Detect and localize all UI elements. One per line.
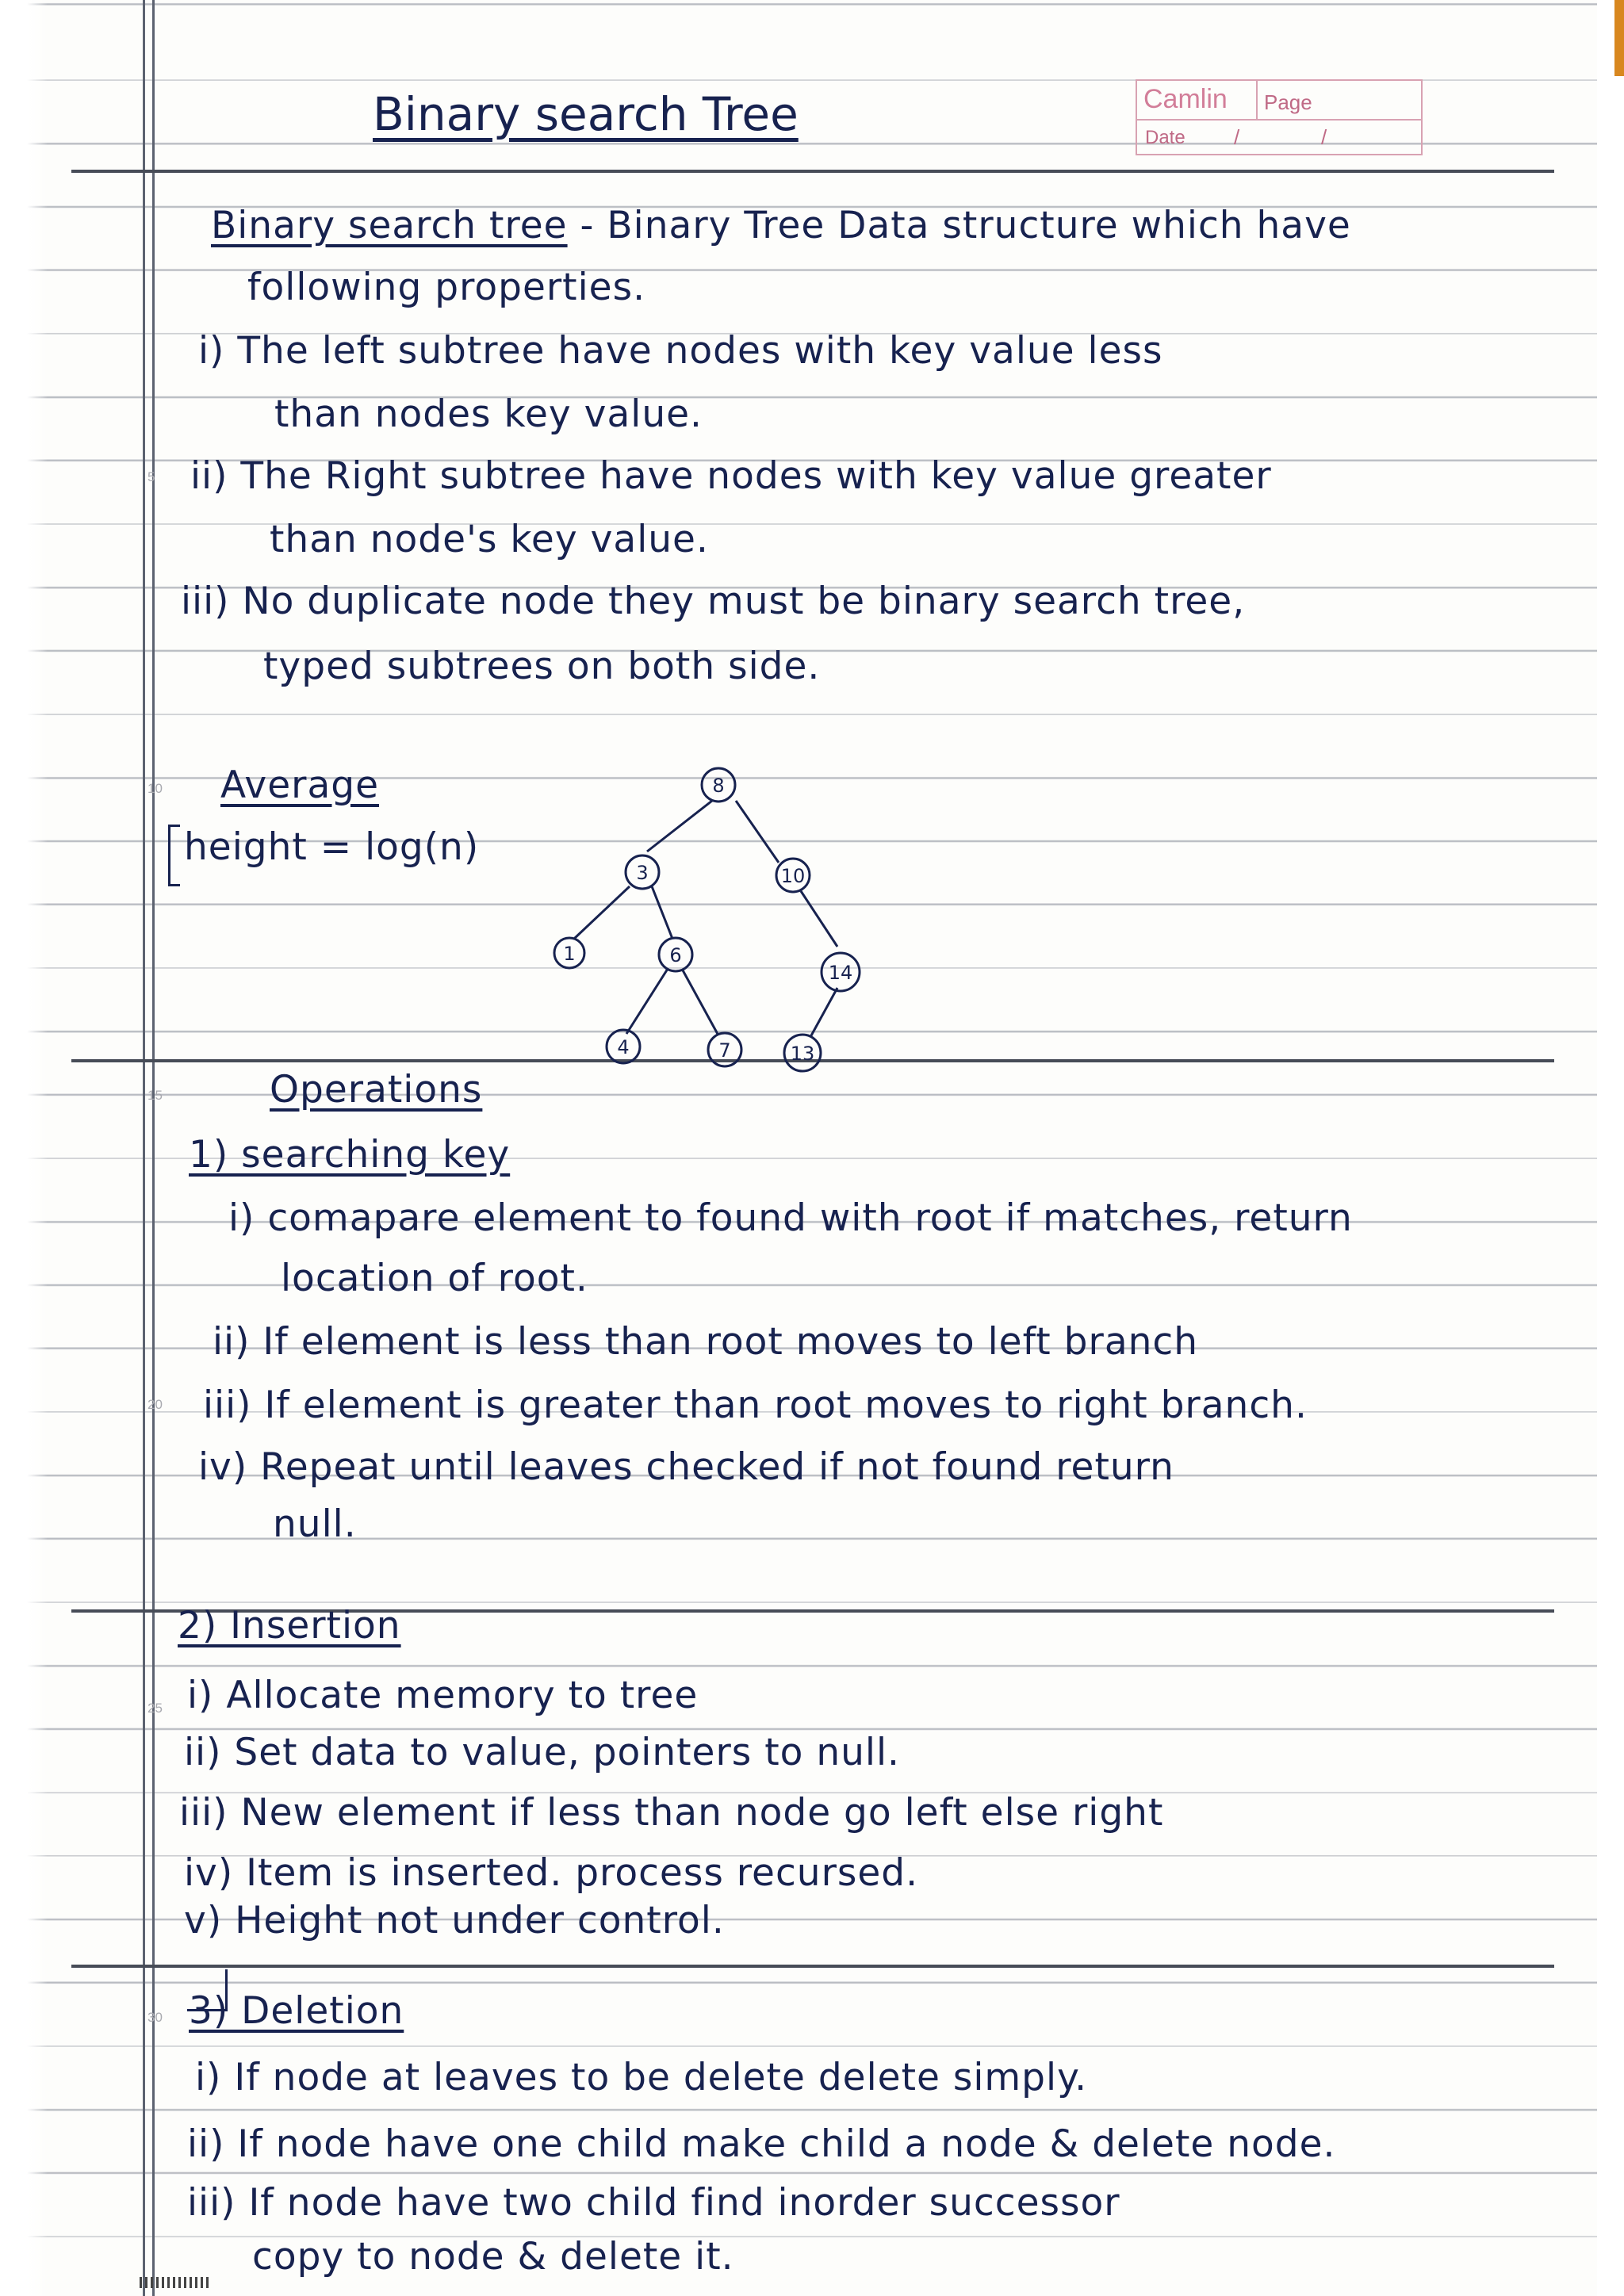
searching-line: iv) Repeat until leaves checked if not found return: [198, 1445, 1174, 1489]
tree-node-label: 4: [617, 1036, 630, 1058]
searching-line: i) comapare element to found with root if matches, return: [228, 1196, 1353, 1240]
searching-line: null.: [273, 1502, 357, 1546]
property-line: ii) The Right subtree have nodes with key value greater: [190, 454, 1272, 498]
deletion-line: iii) If node have two child find inorder successor: [187, 2181, 1120, 2225]
line-number: 15: [147, 1088, 163, 1103]
camlin-date-label: Date: [1145, 127, 1185, 148]
deletion-line: i) If node at leaves to be delete delete simply.: [195, 2056, 1088, 2099]
tree-edge: [574, 886, 630, 939]
deletion-heading: 3) Deletion: [189, 1989, 404, 2033]
camlin-date-separator: /: [1234, 125, 1240, 149]
line-number: 5: [147, 469, 155, 484]
deletion-line: ii) If node have one child make child a node & delete node.: [187, 2122, 1336, 2166]
page-title: Binary search Tree: [373, 87, 799, 141]
tree-edge: [736, 801, 779, 863]
insertion-heading: 2) Insertion: [178, 1604, 401, 1647]
deletion-line: copy to node & delete it.: [252, 2235, 734, 2279]
tree-edge: [652, 886, 672, 939]
tree-node-label: 13: [790, 1043, 815, 1065]
insertion-line: iii) New element if less than node go left else right: [179, 1791, 1164, 1835]
definition-term: Binary search tree: [211, 204, 568, 247]
tree-edge: [682, 969, 718, 1035]
definition-line: following properties.: [247, 266, 646, 309]
tree-node-label: 1: [563, 943, 576, 965]
tree-edge: [626, 969, 668, 1034]
insertion-line: v) Height not under control.: [184, 1899, 725, 1942]
camlin-brand: Camlin: [1143, 84, 1228, 114]
property-line: i) The left subtree have nodes with key value less: [198, 329, 1163, 373]
tree-node-label: 14: [828, 962, 853, 984]
searching-line: iii) If element is greater than root moves to right branch.: [203, 1383, 1308, 1427]
tree-node-label: 8: [712, 775, 725, 797]
property-line: than nodes key value.: [274, 392, 703, 436]
searching-heading: 1) searching key: [189, 1133, 511, 1177]
line-number: 20: [147, 1397, 163, 1412]
property-line: iii) No duplicate node they must be binary search tree,: [181, 580, 1246, 623]
property-line: than node's key value.: [270, 518, 709, 561]
insertion-line: i) Allocate memory to tree: [187, 1674, 699, 1717]
searching-line: location of root.: [281, 1257, 588, 1300]
tree-node-label: 6: [669, 944, 682, 966]
insertion-line: iv) Item is inserted. process recursed.: [184, 1851, 919, 1895]
camlin-page-label: Page: [1264, 90, 1312, 114]
tree-edge: [801, 891, 837, 947]
insertion-line: ii) Set data to value, pointers to null.: [184, 1731, 900, 1774]
tree-node-label: 3: [636, 862, 649, 884]
tree-edge: [647, 801, 712, 851]
tree-edge: [810, 988, 837, 1037]
line-number: 25: [147, 1701, 163, 1716]
line-number: 10: [147, 781, 163, 796]
tree-node-label: 7: [718, 1039, 731, 1062]
searching-line: ii) If element is less than root moves to left branch: [213, 1320, 1199, 1364]
line-number: 30: [147, 2010, 163, 2025]
operations-heading: Operations: [270, 1068, 483, 1112]
property-line: typed subtrees on both side.: [263, 645, 821, 688]
camlin-date-separator: /: [1321, 125, 1327, 149]
tree-node-label: 10: [780, 865, 806, 887]
definition-text: - Binary Tree Data structure which have: [567, 204, 1351, 247]
height-formula: height = log(n): [184, 825, 480, 869]
binding-marks: [140, 2277, 211, 2288]
average-heading: Average: [220, 763, 380, 807]
